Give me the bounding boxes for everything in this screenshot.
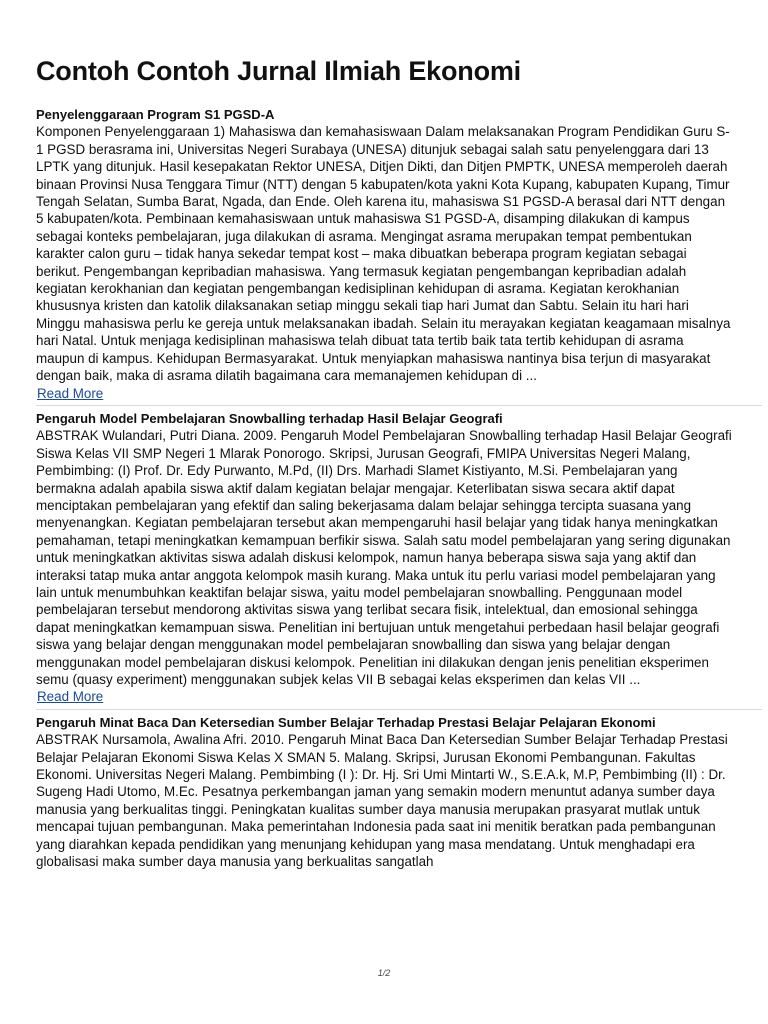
- entry-1: [36, 106, 734, 402]
- entry-2: [36, 410, 734, 706]
- page-number: 1/2: [377, 968, 391, 978]
- page-title: Contoh Contoh Jurnal Ilmiah Ekonomi: [36, 56, 521, 86]
- entry-title: Pengaruh Model Pembelajaran Snowballing terhadap Hasil Belajar Geografi: [36, 410, 503, 426]
- entry-title: Penyelenggaraan Program S1 PGSD-A: [36, 107, 275, 122]
- entry-title: Pengaruh Minat Baca Dan Ketersedian Sumber Belajar Terhadap Prestasi Belajar Pelajaran Ekonomi: [36, 714, 656, 730]
- read-more-link[interactable]: Read More: [37, 385, 104, 401]
- read-more-link[interactable]: Read More: [37, 689, 104, 705]
- entry-body: Komponen Penyelenggaraan 1) Mahasiswa dan kemahasiswaan Dalam melaksanakan Program Pendidikan Guru S-1 PGSD berasrama ini, Universitas Negeri Surabaya (UNESA) ditunjuk sebagai salah satu penyelenggara dari 13 LPTK yang ditunjuk. Hasil kesepakatan Rektor UNESA, Ditjen Dikti, dan Ditjen PMPTK, UNESA memperoleh daerah binaan Provinsi Nusa Tenggara Timur (NTT) dengan 5 kabupaten/kota yakni Kota Kupang, kabupaten Kupang, Timur Tengah Selatan, Sumba Barat, Ngada, dan Ende. Oleh karena itu, mahasiswa S1 PGSD-A berasal dari NTT dengan 5 kabupaten/kota. Pembinaan kemahasiswaan untuk mahasiswa S1 PGSD-A, disamping dilakukan di kampus sebagai konteks pembelajaran, juga dilakukan di asrama. Mengingat asrama merupakan tempat pembentukan karakter calon guru – tidak hanya sekedar tempat kost – maka dibuatkan beberapa program kegiatan sebagai berikut. Pengembangan kepribadian mahasiswa. Yang termasuk kegiatan pengembangan kepribadian adalah kegiatan kerokhanian dan kegiatan pengembangan kedisiplinan kehidupan di asrama. Kegiatan kerokhanian khususnya kristen dan katolik dilaksanakan setiap minggu sekali tiap hari Jumat dan Sabtu. Selain itu hari hari Minggu mahasiswa perlu ke gereja untuk melaksanakan ibadah. Selain itu merayakan kegiatan keagamaan misalnya hari Natal. Untuk menjaga kedisiplinan mahasiswa telah dibuat tata tertib baik tata tertib kehidupan di asrama maupun di kampus. Kehidupan Bermasyarakat. Untuk menyiapkan mahasiswa nantinya bisa terjun di masyarakat dengan baik, maka di asrama dilatih bagaimana cara memanajemen kehidupan di ...: [36, 124, 731, 384]
- entry-3: [36, 714, 734, 871]
- entry-body: ABSTRAK Wulandari, Putri Diana. 2009. Pengaruh Model Pembelajaran Snowballing terhadap Hasil Belajar Geografi Siswa Kelas VII SMP Negeri 1 Mlarak Ponorogo. Skripsi, Jurusan Geografi, FMIPA Universitas Negeri Malang, Pembimbing: (I) Prof. Dr. Edy Purwanto, M.Pd, (II) Drs. Marhadi Slamet Kistiyanto, M.Si. Pembelajaran yang bermakna adalah apabila siswa aktif dalam kegiatan belajar mengajar. Keterlibatan siswa secara aktif dapat menciptakan pembelajaran yang efektif dan saling bekerjasama dalam belajar sehingga tercipta suasana yang menyenangkan. Kegiatan pembelajaran tersebut akan mempengaruhi hasil belajar yang tidak hanya meningkatkan pemahaman, tetapi meningkatkan kemampuan berfikir siswa. Salah satu model pembelajaran yang sering digunakan untuk meningkatkan aktivitas siswa adalah diskusi kelompok, namun hanya beberapa siswa saja yang aktif dan interaksi tatap muka antar anggota kelompok masih kurang. Maka untuk itu perlu variasi model pembelajaran yang lain untuk menumbuhkan keaktifan belajar siswa, yaitu model pembelajaran snowballing. Penggunaan model pembelajaran tersebut mendorong aktivitas siswa yang terlibat secara fisik, intelektual, dan emosional sehingga dapat meningkatkan kemampuan siswa. Penelitian ini bertujuan untuk mengetahui perbedaan hasil belajar geografi siswa yang belajar dengan menggunakan model pembelajaran snowballing dan siswa yang belajar dengan menggunakan model pembelajaran diskusi kelompok. Penelitian ini dilakukan dengan jenis penelitian eksperimen semu (quasy experiment) menggunakan subjek kelas VII B sebagai kelas eksperimen dan kelas VII ...: [36, 428, 732, 687]
- divider: [36, 709, 762, 710]
- entry-body: ABSTRAK Nursamola, Awalina Afri. 2010. Pengaruh Minat Baca Dan Ketersedian Sumber Belajar Terhadap Prestasi Belajar Pelajaran Ekonomi Siswa Kelas X SMAN 5. Malang. Skripsi, Jurusan Ekonomi Pembangunan. Fakultas Ekonomi. Universitas Negeri Malang. Pembimbing (I ): Dr. Hj. Sri Umi Mintarti W., S.E.A.k, M.P, Pembimbing (II) : Dr. Sugeng Hadi Utomo, M.Ec. Pesatnya perkembangan jaman yang semakin modern menuntut adanya sumber daya manusia yang berkualitas tinggi. Peningkatan kualitas sumber daya manusia merupakan prasyarat mutlak untuk mencapai tujuan pembangunan. Maka pemerintahan Indonesia pada saat ini menitik beratkan pada pembangunan yang diarahkan kepada pendidikan yang menunjang kehidupan yang masa mendatang. Untuk menghadapi era globalisasi maka sumber daya manusia yang berkualitas sangatlah: [36, 732, 728, 870]
- entries-list: [36, 106, 734, 870]
- divider: [36, 405, 762, 406]
